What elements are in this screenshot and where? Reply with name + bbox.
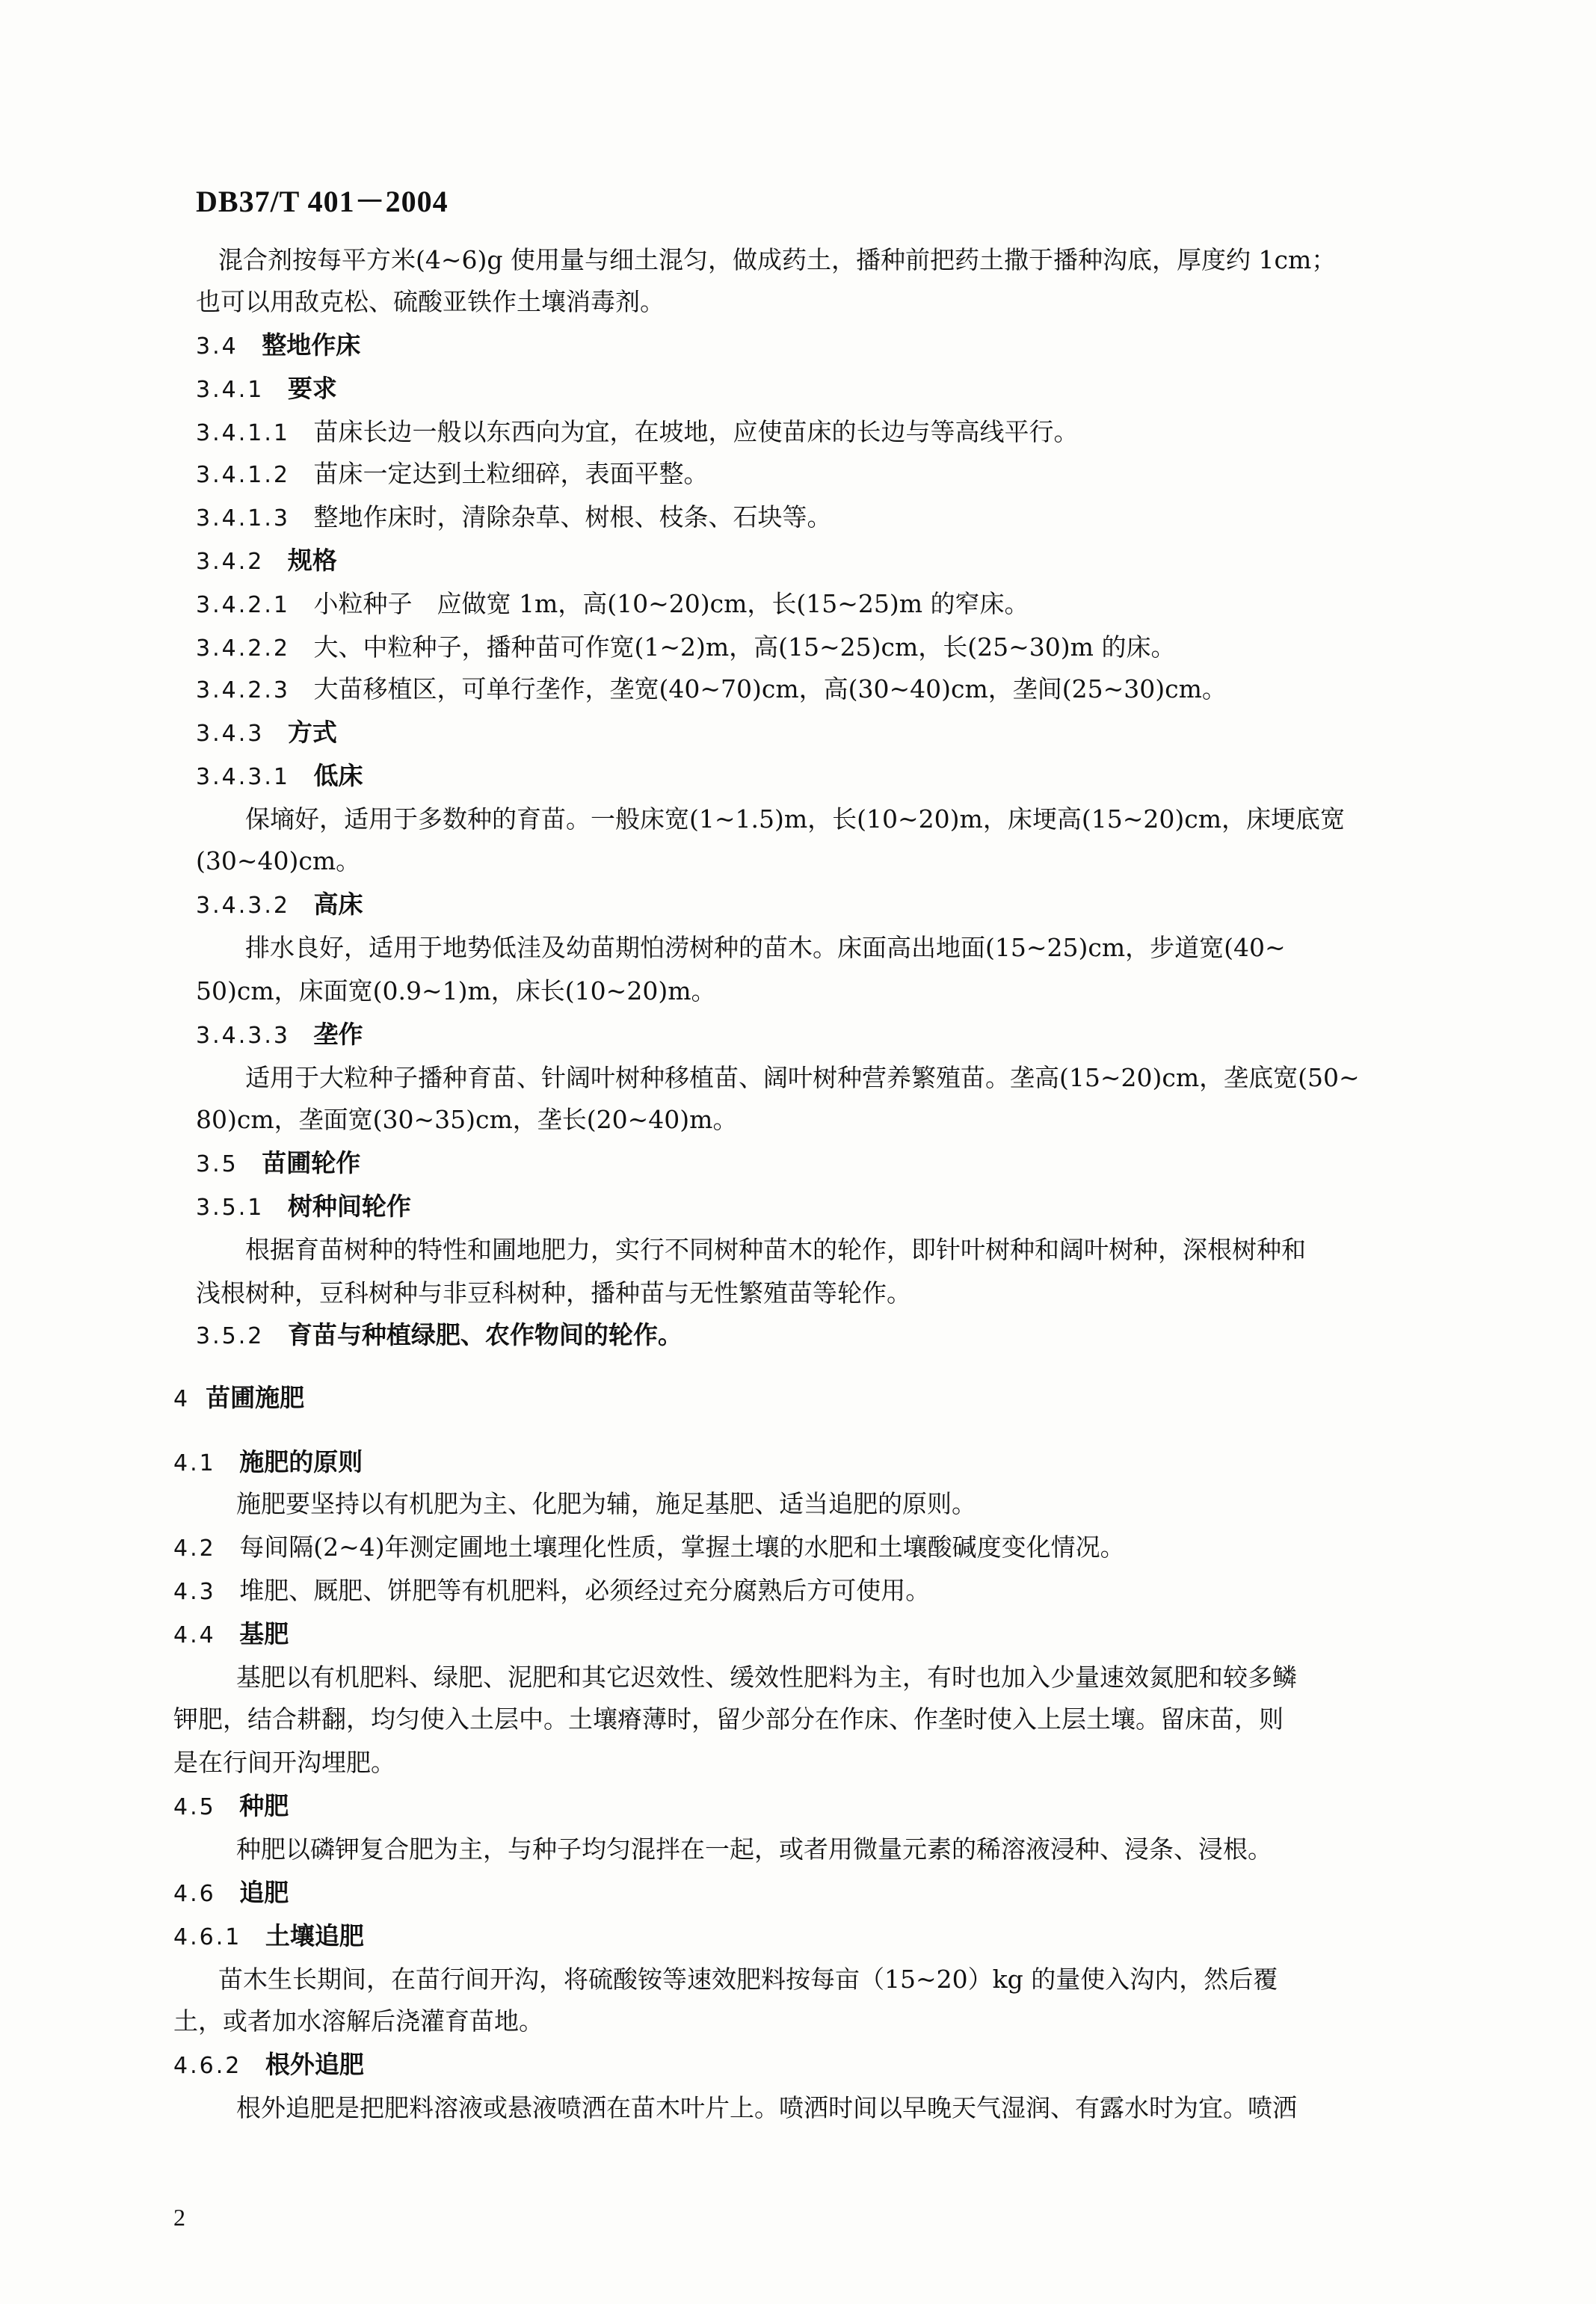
section-heading-4-4: 4.4 基肥: [173, 1619, 289, 1648]
section-heading-3-4: 3.4 整地作床: [196, 330, 361, 360]
clause-3-4-2-3: 3.4.2.3 大苗移植区，可单行垄作，垄宽(40~70)cm，高(30~40)cm，垄间(25~30)cm。: [196, 674, 1227, 703]
body-text-line: (30~40)cm。: [196, 846, 361, 875]
section-heading-4-5: 4.5 种肥: [173, 1791, 289, 1820]
body-text-line: 根据育苗树种的特性和圃地肥力，实行不同树种苗木的轮作，即针叶树种和阔叶树种，深根树种和: [245, 1235, 1306, 1264]
body-text-line: 80)cm，垄面宽(30~35)cm，垄长(20~40)m。: [196, 1105, 738, 1134]
section-heading-3-5-1: 3.5.1 树种间轮作: [196, 1192, 411, 1221]
clause-4-3: 4.3 堆肥、厩肥、饼肥等有机肥料，必须经过充分腐熟后方可使用。: [173, 1576, 931, 1605]
section-heading-3-4-3-1: 3.4.3.1 低床: [196, 761, 363, 790]
body-text-line: 施肥要坚持以有机肥为主、化肥为辅，施足基肥、适当追肥的原则。: [236, 1489, 976, 1518]
body-text-line: 种肥以磷钾复合肥为主，与种子均匀混拌在一起，或者用微量元素的稀溶液浸种、浸条、浸根。: [236, 1835, 1272, 1864]
body-text-line: 土，或者加水溶解后浇灌育苗地。: [173, 2006, 543, 2036]
section-heading-3-4-3-2: 3.4.3.2 高床: [196, 890, 363, 919]
section-heading-3-4-3-3: 3.4.3.3 垄作: [196, 1020, 363, 1049]
section-heading-3-4-1: 3.4.1 要求: [196, 374, 337, 403]
section-heading-4-6-2: 4.6.2 根外追肥: [173, 2050, 364, 2079]
section-heading-4-1: 4.1 施肥的原则: [173, 1447, 363, 1476]
section-heading-3-4-3: 3.4.3 方式: [196, 718, 337, 747]
body-text-line: 是在行间开沟埋肥。: [173, 1748, 395, 1777]
body-text-line: 苗木生长期间，在苗行间开沟，将硫酸铵等速效肥料按每亩（15~20）kg 的量使入沟内，然后覆: [218, 1965, 1278, 1994]
chapter-heading-4: 4 苗圃施肥: [173, 1383, 305, 1412]
body-text-line: 50)cm，床面宽(0.9~1)m，床长(10~20)m。: [196, 976, 716, 1005]
body-text-line: 适用于大粒种子播种育苗、针阔叶树种移植苗、阔叶树种营养繁殖苗。垄高(15~20)cm，垄底宽(50~: [245, 1063, 1360, 1092]
body-text-line: 浅根树种，豆科树种与非豆科树种，播种苗与无性繁殖苗等轮作。: [196, 1278, 911, 1307]
clause-3-4-2-2: 3.4.2.2 大、中粒种子，播种苗可作宽(1~2)m，高(15~25)cm，长(25~30)m 的床。: [196, 632, 1176, 662]
clause-3-4-1-2: 3.4.1.2 苗床一定达到土粒细碎，表面平整。: [196, 459, 709, 488]
clause-4-2: 4.2 每间隔(2~4)年测定圃地土壤理化性质，掌握土壤的水肥和土壤酸碱度变化情况。: [173, 1533, 1125, 1562]
section-heading-4-6-1: 4.6.1 土壤追肥: [173, 1921, 364, 1950]
section-heading-3-5: 3.5 苗圃轮作: [196, 1148, 361, 1177]
section-heading-3-4-2: 3.4.2 规格: [196, 546, 337, 575]
clause-3-4-2-1: 3.4.2.1 小粒种子 应做宽 1m，高(10~20)cm，长(15~25)m 的窄床。: [196, 589, 1029, 618]
clause-3-4-1-3: 3.4.1.3 整地作床时，清除杂草、树根、枝条、石块等。: [196, 502, 832, 532]
document-id: DB37/T 401－2004: [196, 185, 449, 218]
body-text-line: 混合剂按每平方米(4~6)g 使用量与细土混匀，做成药土，播种前把药土撒于播种沟底，厚度约 1cm；: [218, 245, 1337, 274]
page-number: 2: [173, 2204, 185, 2231]
body-text-line: 钾肥，结合耕翻，均匀使入土层中。土壤瘠薄时，留少部分在作床、作垄时使入上层土壤。留床苗，则: [173, 1704, 1284, 1734]
section-heading-4-6: 4.6 追肥: [173, 1878, 289, 1907]
body-text-line: 保墒好，适用于多数种的育苗。一般床宽(1~1.5)m，长(10~20)m，床埂高(15~20)cm，床埂底宽: [245, 804, 1345, 834]
body-text-line: 也可以用敌克松、硫酸亚铁作土壤消毒剂。: [196, 287, 665, 316]
body-text-line: 基肥以有机肥料、绿肥、泥肥和其它迟效性、缓效性肥料为主，有时也加入少量速效氮肥和较多鳞: [236, 1663, 1297, 1692]
clause-3-4-1-1: 3.4.1.1 苗床长边一般以东西向为宜，在坡地，应使苗床的长边与等高线平行。: [196, 417, 1079, 446]
body-text-line: 排水良好，适用于地势低洼及幼苗期怕涝树种的苗木。床面高出地面(15~25)cm，步道宽(40~: [245, 933, 1286, 962]
section-heading-3-5-2: 3.5.2 育苗与种植绿肥、农作物间的轮作。: [196, 1320, 683, 1349]
body-text-line: 根外追肥是把肥料溶液或悬液喷洒在苗木叶片上。喷洒时间以早晚天气湿润、有露水时为宜。喷洒: [236, 2093, 1297, 2122]
